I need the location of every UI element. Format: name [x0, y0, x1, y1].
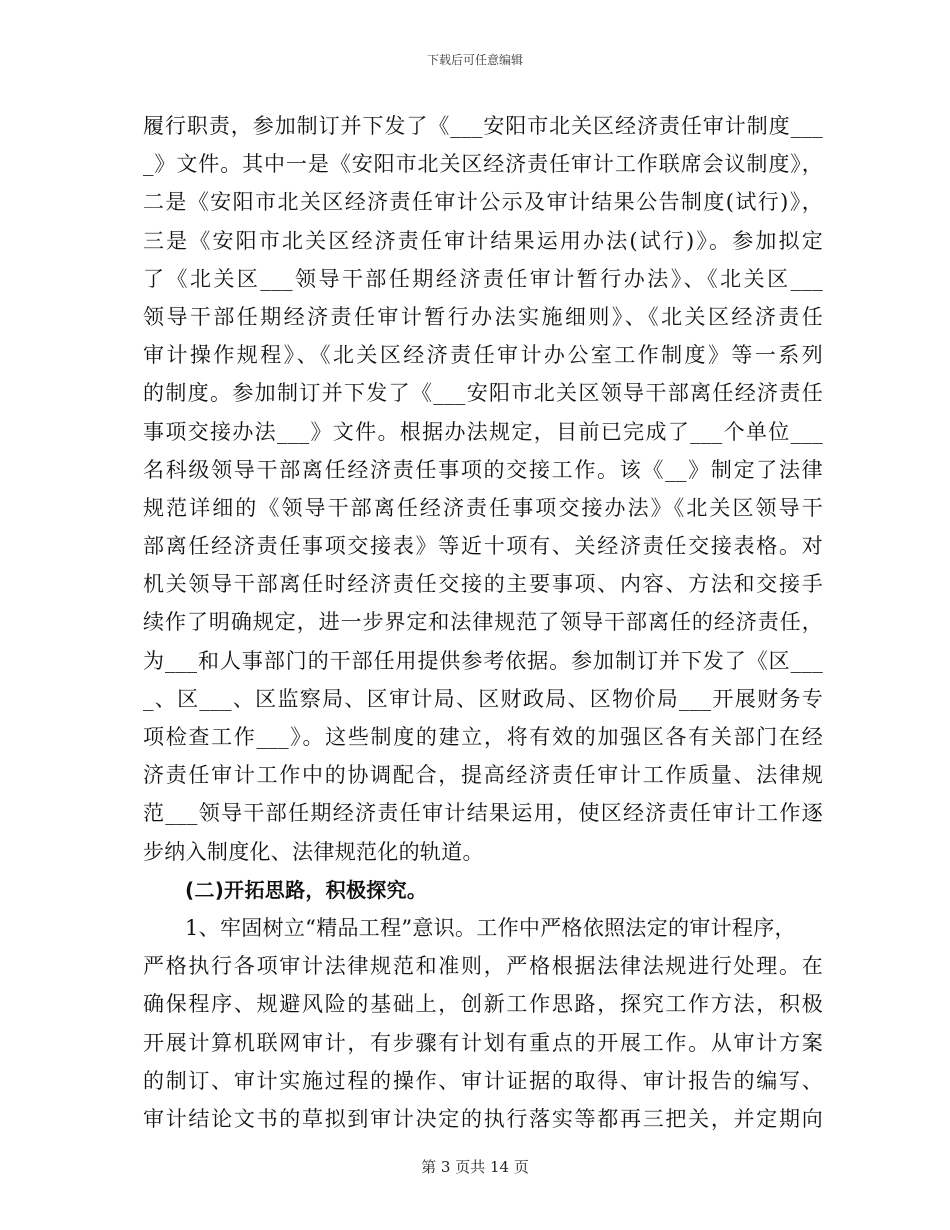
text-line: _》文件。其中一是《安阳市北关区经济责任审计工作联席会议制度》，: [143, 152, 823, 177]
text-line: 确保程序、规避风险的基础上，创新工作思路，探究工作方法，积极: [143, 992, 823, 1017]
text-line: 审计操作规程》、《北关区经济责任审计办公室工作制度》等一系列: [143, 343, 823, 368]
page-number-footer: 第 3 页共 14 页: [421, 1158, 529, 1176]
text-line: 的制订、审计实施过程的操作、审计证据的取得、审计报告的编写、: [143, 1068, 823, 1093]
text-line: 范___领导干部任期经济责任审计结果运用，使区经济责任审计工作逐: [143, 801, 823, 826]
page-header: 下载后可任意编辑: [426, 53, 523, 67]
text-line: _、区___、区监察局、区审计局、区财政局、区物价局___开展财务专: [143, 686, 823, 711]
text-line: 领导干部任期经济责任审计暂行办法实施细则》、《北关区经济责任: [143, 304, 823, 329]
text-line: 1、牢固树立“精品工程”意识。工作中严格依照法定的审计程序，: [185, 915, 796, 940]
text-line: 的制度。参加制订并下发了《___安阳市北关区领导干部离任经济责任: [143, 381, 823, 406]
text-line: 部离任经济责任事项交接表》等近十项有、关经济责任交接表格。对: [143, 534, 823, 559]
text-line: 济责任审计工作中的协调配合，提高经济责任审计工作质量、法律规: [143, 763, 823, 788]
text-line: 事项交接办法___》文件。根据办法规定，目前已完成了___个单位___: [143, 419, 823, 444]
text-line: 审计结论文书的草拟到审计决定的执行落实等都再三把关，并定期向: [143, 1106, 823, 1131]
text-line: 续作了明确规定，进一步界定和法律规范了领导干部离任的经济责任，: [143, 610, 823, 635]
text-line: 为___和人事部门的干部任用提供参考依据。参加制订并下发了《区___: [143, 648, 823, 673]
document-body: [143, 107, 823, 1138]
text-line: 严格执行各项审计法律规范和准则，严格根据法律法规进行处理。在: [143, 954, 823, 979]
text-line: 规范详细的《领导干部离任经济责任事项交接办法》《北关区领导干: [143, 495, 823, 520]
text-line: 了《北关区___领导干部任期经济责任审计暂行办法》、《北关区___: [143, 266, 823, 291]
text-line: 名科级领导干部离任经济责任事项的交接工作。该《__》制定了法律: [143, 457, 823, 482]
text-line: 三是《安阳市北关区经济责任审计结果运用办法(试行)》。参加拟定: [143, 228, 823, 253]
text-line: 机关领导干部离任时经济责任交接的主要事项、内容、方法和交接手: [143, 572, 823, 597]
text-line: 二是《安阳市北关区经济责任审计公示及审计结果公告制度(试行)》，: [143, 190, 823, 215]
text-line: 开展计算机联网审计，有步骤有计划有重点的开展工作。从审计方案: [143, 1030, 823, 1055]
text-line: 项检查工作___》。这些制度的建立，将有效的加强区各有关部门在经: [143, 725, 823, 749]
text-line: 步纳入制度化、法律规范化的轨道。: [143, 839, 484, 864]
section-heading: (二)开拓思路，积极探究。: [185, 877, 428, 902]
text-line: 履行职责，参加制订并下发了《___安阳市北关区经济责任审计制度___: [143, 114, 823, 138]
